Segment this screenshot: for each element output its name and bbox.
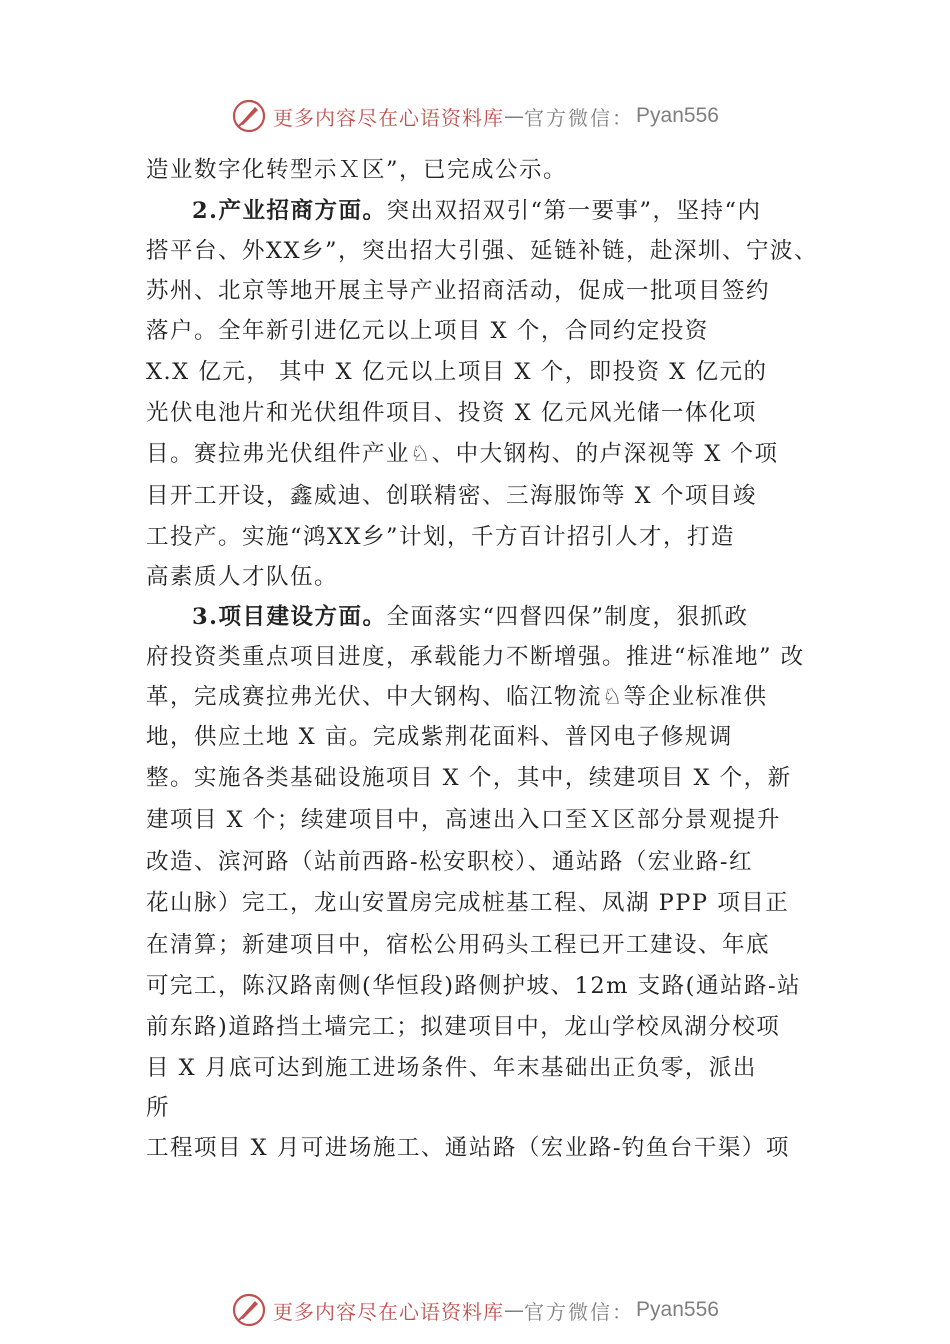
quill-logo-icon [231,1292,267,1328]
text-line: 整。实施各类基础设施项目 X 个，其中，续建项目 X 个，新 [146,765,792,791]
text-line: X.X 亿元， 其中 X 亿元以上项目 X 个，即投资 X 亿元的 [146,359,768,385]
banner-wechat-id: Pyan556 [636,1298,719,1321]
banner-official-label: 官方微信： [524,105,635,130]
text-line: 可完工，陈汉路南侧(华恒段)路侧护坡、12m 支路(通站路-站 [146,973,802,999]
banner-official-label: 官方微信： [524,1299,635,1324]
header-banner [0,96,950,136]
section-heading-investment: 2.产业招商方面。 [192,198,387,224]
text-line: 目 X 月底可达到施工进场条件、年末基础出正负零，派出 [146,1055,757,1081]
banner-wechat-id: Pyan556 [636,104,719,127]
text-line: 苏州、北京等地开展主导产业招商活动，促成一批项目签约 [146,278,771,304]
footer-banner [0,1290,950,1330]
text-line: 革，完成赛拉弗光伏、中大钢构、临江物流♘等企业标准供 [146,684,768,710]
text-line: 在清算；新建项目中，宿松公用码头工程已开工建设、年底 [146,932,771,958]
text-line: 工投产。实施“鸿XX乡”计划，千方百计招引人才，打造 [146,524,736,550]
text-line: 全面落实“四督四保”制度，狠抓政 [386,604,749,630]
section-heading-projects: 3.项目建设方面。 [192,604,387,630]
text-line: 目开工开设，鑫威迪、创联精密、三海服饰等 X 个项目竣 [146,483,757,509]
text-line: 高素质人才队伍。 [146,564,339,590]
banner-brand: 更多内容尽在心语资料库 [273,105,505,130]
text-line: 前东路)道路挡土墙完工；拟建项目中，龙山学校凤湖分校项 [146,1014,781,1040]
text-line: 建项目 X 个；续建项目中，高速出入口至Ｘ区部分景观提升 [146,807,781,833]
text-line: 搭平台、外XX乡”，突出招大引强、延链补链，赴深圳、宁波、 [146,238,819,264]
text-line: 花山脉）完工，龙山安置房完成桩基工程、凤湖 PPP 项目正 [146,890,790,916]
paragraph-2-first-line [192,191,762,231]
text-line: 落户。全年新引进亿元以上项目 X 个，合同约定投资 [146,318,709,344]
text-line: 光伏电池片和光伏组件项目、投资 X 亿元风光储一体化项 [146,400,757,426]
text-line: 突出双招双引“第一要事”，坚持“内 [386,198,762,224]
text-line: 工程项目 X 月可进场施工、通站路（宏业路-钓鱼台干渠）项 [146,1135,790,1161]
text-line: 所 [146,1095,171,1121]
quill-logo-icon [231,98,267,134]
text-line: 目。赛拉弗光伏组件产业♘、中大钢构、的卢深视等 X 个项 [146,441,779,467]
paragraph-3-first-line [192,597,749,637]
banner-separator: — [504,104,525,128]
text-line: 造业数字化转型示Ｘ区”，已完成公示。 [146,157,568,183]
banner-separator: — [504,1298,525,1322]
text-line: 府投资类重点项目进度，承载能力不断增强。推进“标准地” 改 [146,644,805,670]
text-line: 改造、滨河路（站前西路-松安职校）、通站路（宏业路-红 [146,849,753,875]
text-line: 地，供应土地 X 亩。完成紫荆花面料、普冈电子修规调 [146,724,733,750]
banner-brand: 更多内容尽在心语资料库 [273,1299,505,1324]
